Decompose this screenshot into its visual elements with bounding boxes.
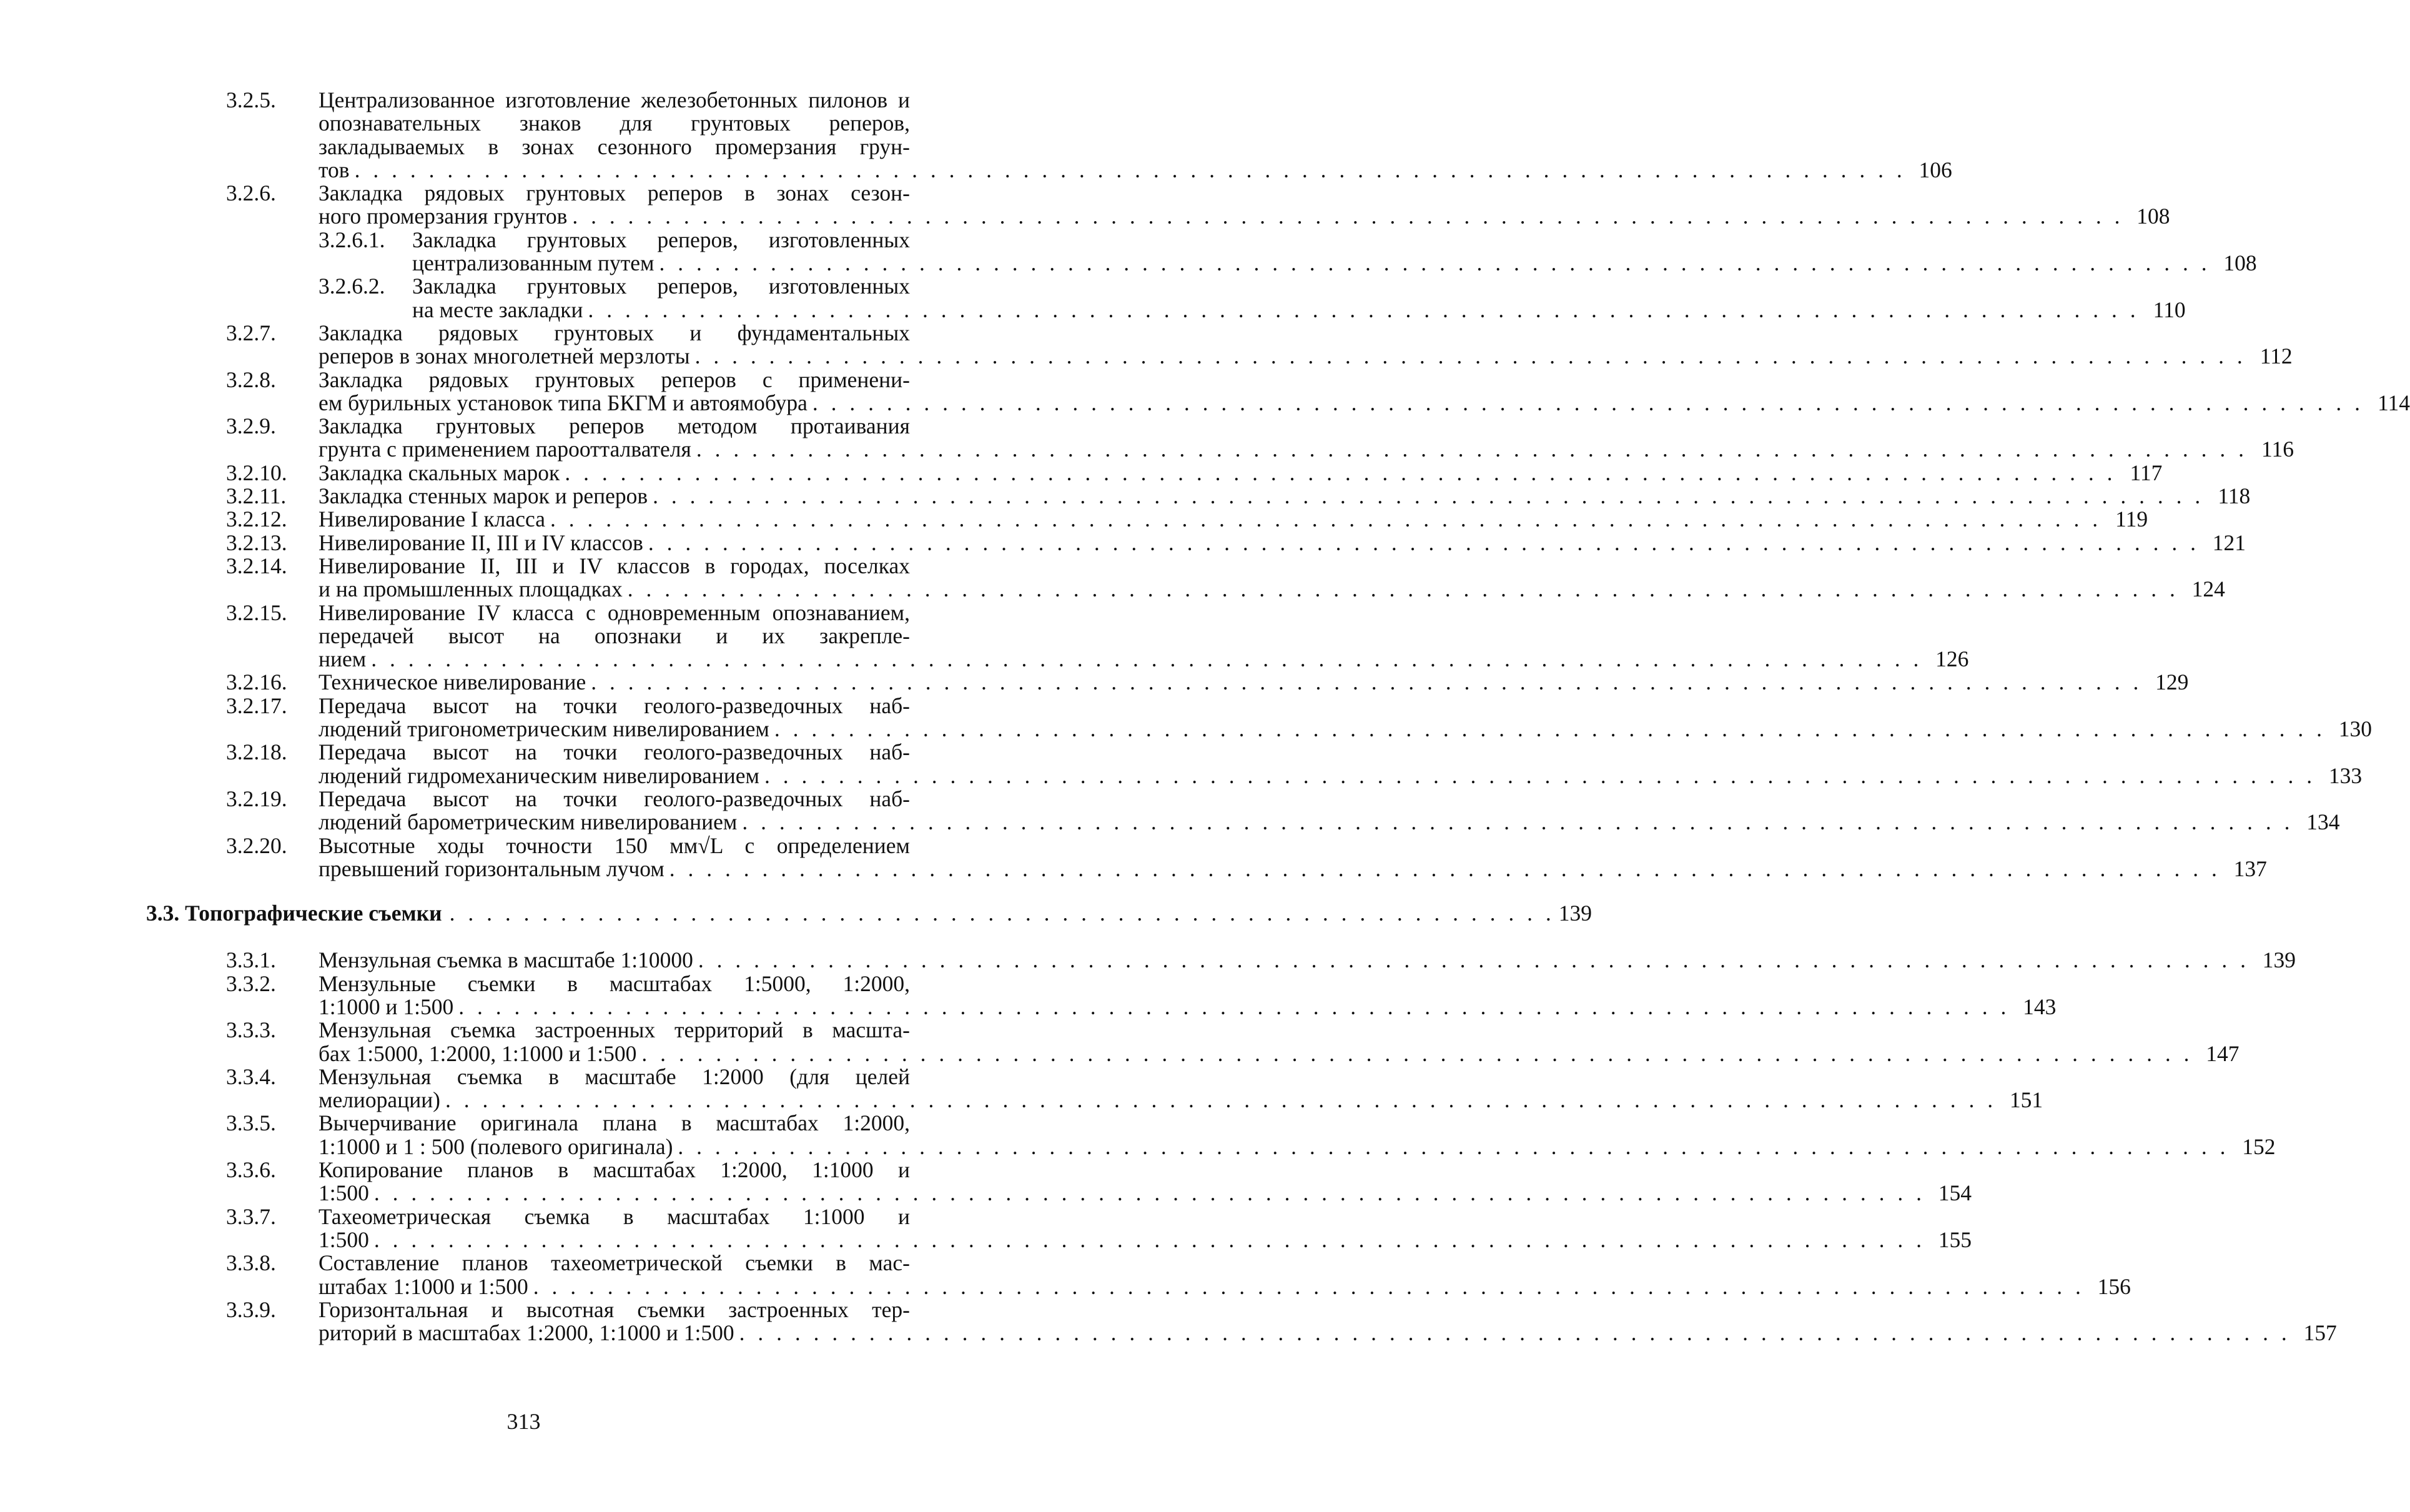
toc-entry (226, 180, 2170, 229)
entry-last-line (319, 1180, 1972, 1206)
entry-title-lead: Тахеометрическая съемка в масштабах 1:1000 и (319, 1203, 910, 1229)
section-title: 3.3. Топографические съемки (146, 901, 442, 926)
entry-title-end: централизованным путем (412, 250, 654, 276)
entry-title-lead: Вычерчивание оригинала плана в масштабах 1:2000, (319, 1110, 910, 1136)
entry-page: 126 (1935, 646, 1969, 672)
toc-entry (226, 693, 2372, 742)
toc-entry (226, 227, 2257, 276)
entry-title-end: людений тригонометрическим нивелированием (319, 716, 769, 742)
entry-number: 3.2.16. (226, 670, 287, 695)
toc-entry (226, 367, 2410, 415)
toc-entry (226, 971, 2057, 1019)
entry-page: 130 (2338, 716, 2372, 742)
entry-title-lead: Передача высот на точки геолого-разведочных наб- (319, 739, 910, 765)
leader-dots: . . . . . . . . . . . . . . . . . . . . . . . . . . . . . . . . . . . . . . . . . . . . . . . . . . . . . . . . . . . . . . . . . . . . . . . . . . . . . . . . . . . . (641, 1040, 2193, 1066)
toc-entry (226, 320, 2293, 369)
entry-body (412, 274, 2186, 322)
entry-last-line (319, 763, 2363, 788)
entry-title-end: реперов в зонах многолетней мерзлоты (319, 343, 690, 369)
leader-dots: . . . . . . . . . . . . . . . . . . . . . . . . . . . . . . . . . . . . . . . . . . . . . . . . . . . . . . . . . . . . . . . . . . . . . . . . . . . . . . . . . . . . (698, 947, 2249, 973)
entry-page: 157 (2303, 1320, 2337, 1346)
leader-dots: . . . . . . . . . . . . . . . . . . . . . . . . . . . . . . . . . . . . . . . . . . . . . . . . . . . . . . . . . . . . . . . . . . . . . . . . . . . . . . . . . . . . (445, 1087, 1997, 1113)
entry-last-line (319, 576, 2225, 602)
toc-entry (226, 739, 2363, 788)
entry-last-line (319, 157, 1952, 182)
entry-body (319, 693, 2372, 742)
entry-last-line (319, 994, 2057, 1019)
entry-page: 117 (2130, 460, 2163, 485)
entry-page: 139 (2262, 947, 2296, 973)
entry-page: 119 (2115, 506, 2148, 532)
leader-dots: . . . . . . . . . . . . . . . . . . . . . . . . . . . . . . . . . . . . . . . . . . . . . . . . . . . . . . . . . . . . . . . . . . . . . . . . . . . . . . . . . . . . (458, 994, 2010, 1019)
entry-title-end: Нивелирование I класса (319, 506, 545, 532)
toc-entry (226, 1064, 2043, 1113)
entry-body (319, 483, 2251, 509)
entry-number: 3.3.7. (226, 1203, 276, 1229)
entry-last-line (319, 1040, 2240, 1066)
entry-title-end: Техническое нивелирование (319, 670, 586, 695)
entry-body (319, 1297, 2337, 1346)
entry-last-line (319, 483, 2251, 509)
entry-page: 133 (2328, 763, 2363, 788)
entry-last-line (319, 390, 2410, 415)
entry-body (412, 227, 2257, 276)
entry-body (319, 530, 2246, 555)
entry-last-line (319, 947, 2296, 973)
leader-dots: . . . . . . . . . . . . . . . . . . . . . . . . . . . . . . . . . . . . . . . . . . . . . . . . . . . . . . . . . . . . . . . . . . . . . . . . . . . . . . . . . . . . (550, 506, 2102, 532)
leader-dots: . . . . . . . . . . . . . . . . . . . . . . . . . . . . . . . . . . . . . . . . . . . . . . . . . . . . . . . . . . . . . . . . . . . . . . . . . . . . . . . . . . . . (812, 390, 2364, 415)
toc-group-3-2-a (226, 87, 2170, 229)
entry-last-line (319, 437, 2294, 462)
entry-title-lead: Мензульные съемки в масштабах 1:5000, 1:2000, (319, 971, 910, 996)
entry-number: 3.2.20. (226, 833, 287, 858)
entry-body (319, 833, 2267, 881)
toc-entry (226, 87, 1952, 182)
entry-title-end: 1:500 (319, 1180, 369, 1206)
leader-dots: . . . . . . . . . . . . . . . . . . . . . . . . . . . . . . . . . . . . . . . . . . . . . . . . . . . . . . . . . . . . . . . . . . . . . . . . . . . . . . . . . . . . (696, 437, 2248, 462)
entry-page: 154 (1938, 1180, 1972, 1206)
entry-body (319, 506, 2148, 532)
page-number: 313 (506, 1409, 541, 1434)
entry-page: 155 (1938, 1227, 1972, 1252)
toc-entry (226, 670, 2189, 695)
entry-title-lead: Закладка рядовых грунтовых реперов в зонах сезон- (319, 180, 910, 206)
toc-entry (226, 413, 2294, 462)
entry-title-lead: Горизонтальная и высотная съемки застроенных тер- (319, 1297, 910, 1322)
entry-number: 3.3.3. (226, 1017, 276, 1043)
entry-page: 129 (2155, 670, 2189, 695)
entry-body (319, 180, 2170, 229)
entry-number: 3.3.2. (226, 971, 276, 996)
toc-entry (226, 460, 2163, 485)
entry-last-line (319, 856, 2267, 881)
toc-entry (226, 833, 2267, 881)
entry-body (319, 786, 2340, 835)
entry-last-line (319, 506, 2148, 532)
entry-page: 106 (1919, 157, 1952, 182)
entry-body (319, 971, 2057, 1019)
entry-title-lead: Передача высот на точки геолого-разведочных наб- (319, 786, 910, 811)
entry-title-lead: Закладка рядовых грунтовых и фундаментальных (319, 320, 910, 345)
leader-dots: . . . . . . . . . . . . . . . . . . . . . . . . . . . . . . . . . . . . . . . . . . . . . . . . . . . . . . . . . . . . . . . . . . . . . . . . . . . . . . . . . . . . (653, 483, 2205, 509)
entry-title-lead: Закладка грунтовых реперов, изготовленных (412, 227, 910, 252)
entry-title-end: на месте закладки (412, 297, 583, 322)
toc-entry (226, 1017, 2240, 1066)
toc-entry (226, 1203, 1972, 1252)
table-of-contents (146, 87, 2410, 1346)
toc-entry (226, 506, 2148, 532)
entry-page: 118 (2218, 483, 2251, 509)
entry-number: 3.2.10. (226, 460, 287, 485)
entry-number: 3.2.6.1. (319, 227, 385, 252)
leader-dots: . . . . . . . . . . . . . . . . . . . . . . . . . . . . . . . . . . . . . . . . . . . . . . . . . . . . . . . . . . . . . . . . . . . . . . . . . . . . . . . . . . . . (572, 204, 2124, 229)
entry-page: 124 (2191, 576, 2225, 602)
toc-entry (226, 600, 1969, 672)
entry-body (319, 670, 2189, 695)
entry-title-end: мелиорации) (319, 1087, 441, 1113)
entry-page: 116 (2261, 437, 2294, 462)
toc-entry (226, 1297, 2337, 1346)
leader-dots: . . . . . . . . . . . . . . . . . . . . . . . . . . . . . . . . . . . . . . . . . . . . . . . . . . . . . . . . . . . . . . . . . . . . . . . . . . . . . . . . . . . . (742, 809, 2294, 835)
entry-number: 3.2.8. (226, 367, 276, 392)
entry-body (319, 1110, 2276, 1159)
entry-title-end: и на промышленных площадках (319, 576, 623, 602)
leader-dots: . . . . . . . . . . . . . . . . . . . . . . . . . . . . . . . . . . . . . . . . . . . . . . . . . . . . . . . . . . . . . . . . . . . . . . . . . . . . . . . . . . . . (648, 530, 2200, 555)
entry-title-lead: Нивелирование II, III и IV классов в городах, поселках (319, 553, 910, 578)
entry-number: 3.2.15. (226, 600, 287, 625)
entry-title-lead: Высотные ходы точности 150 мм√L с определением (319, 833, 910, 858)
entry-page: 137 (2233, 856, 2267, 881)
toc-entry (226, 274, 2186, 322)
entry-last-line (319, 530, 2246, 555)
entry-last-line (319, 1320, 2337, 1346)
entry-number: 3.2.6.2. (319, 274, 385, 299)
entry-title-end: людений гидромеханическим нивелированием (319, 763, 759, 788)
toc-entry (226, 1157, 1972, 1206)
entry-last-line (319, 1273, 2131, 1299)
entry-number: 3.2.19. (226, 786, 287, 811)
entry-page: 114 (2378, 390, 2410, 415)
entry-last-line (319, 1087, 2043, 1113)
entry-last-line (412, 297, 2186, 322)
entry-title-lead: Закладка рядовых грунтовых реперов с применени- (319, 367, 910, 392)
entry-title-end: ного промерзания грунтов (319, 204, 568, 229)
entry-body (319, 947, 2296, 973)
entry-page: 108 (2223, 250, 2257, 276)
entry-title-end: превышений горизонтальным лучом (319, 856, 664, 881)
entry-number: 3.2.6. (226, 180, 276, 206)
entry-title-end: бах 1:5000, 1:2000, 1:1000 и 1:500 (319, 1040, 637, 1066)
entry-page: 121 (2212, 530, 2246, 555)
entry-page: 143 (2023, 994, 2057, 1019)
entry-page: 151 (2009, 1087, 2043, 1113)
entry-title-end: 1:1000 и 1:500 (319, 994, 454, 1019)
entry-body (319, 1064, 2043, 1113)
entry-title-end: людений барометрическим нивелированием (319, 809, 738, 835)
entry-title-lead: Копирование планов в масштабах 1:2000, 1:1000 и (319, 1157, 910, 1183)
entry-title-lead: Мензульная съемка застроенных территорий в масшта- (319, 1017, 910, 1043)
toc-group-3-3 (226, 947, 2337, 1346)
leader-dots: . . . . . . . . . . . . . . . . . . . . . . . . . . . . . . . . . . . . . . . . . . . . . . . . . . . . . . . . . . . . . . . . . . . . . . . . . . . . . . . . . . . . (371, 646, 1923, 672)
entry-number: 3.3.6. (226, 1157, 276, 1183)
entry-number: 3.2.18. (226, 739, 287, 765)
section-heading-3-3 (146, 901, 1592, 926)
toc-entry (226, 530, 2246, 555)
entry-last-line (319, 716, 2372, 742)
toc-subentries-3-2-6 (226, 227, 2257, 322)
toc-entry (226, 947, 2296, 973)
entry-title-lead: Закладка грунтовых реперов методом протаивания (319, 413, 910, 439)
toc-entry (226, 1110, 2276, 1159)
entry-body (319, 739, 2363, 788)
leader-dots: . . . . . . . . . . . . . . . . . . . . . . . . . . . . . . . . . . . . . . . . . . . . . . . . . . . . . . . . . . . . . . . . . . . . . . . . . . . . . . . . . . . . (588, 297, 2140, 322)
leader-dots: . . . . . . . . . . . . . . . . . . . . . . . . . . . . . . . . . . . . . . . . . . . . . . . . . . . . . . . . . . . . . . . . . . . . . . . . . . . . . . . . . . . . (373, 1227, 1925, 1252)
entry-title-end: Закладка скальных марок (319, 460, 560, 485)
entry-last-line (319, 670, 2189, 695)
leader-dots: . . . . . . . . . . . . . . . . . . . . . . . . . . . . . . . . . . . . . . . . . . . . . . . . . . . . . . . . . . . . . . . . . . . . . . . . . . . . . . . . . . . . (354, 157, 1906, 182)
entry-number: 3.2.12. (226, 506, 287, 532)
entry-body (319, 320, 2293, 369)
entry-title-lead: Составление планов тахеометрической съемки в мас- (319, 1250, 910, 1276)
leader-dots: . . . . . . . . . . . . . . . . . . . . . . . . . . . . . . . . . . . . . . . . . . . . . . . . . . . . . . . . . . . . . . . . . . . . . . . . . . . . . . . . . . . . (373, 1180, 1925, 1206)
entry-title-end: Мензульная съемка в масштабе 1:10000 (319, 947, 693, 973)
entry-number: 3.2.9. (226, 413, 276, 439)
leader-dots: . . . . . . . . . . . . . . . . . . . . . . . . . . . . . . . . . . . . . . . . . . . . . . . . . . . . . . . . . . . . . . . . . . . . . . . . . . . . . . . . . . . . (669, 856, 2221, 881)
entry-number: 3.3.4. (226, 1064, 276, 1089)
entry-number: 3.3.8. (226, 1250, 276, 1276)
toc-group-3-2-b (226, 320, 2410, 881)
entry-last-line (319, 809, 2340, 835)
entry-title-end: ем бурильных установок типа БКГМ и автоямобура (319, 390, 807, 415)
entry-body (319, 1017, 2240, 1066)
entry-number: 3.2.11. (226, 483, 287, 509)
entry-last-line (319, 646, 1969, 672)
entry-number: 3.3.9. (226, 1297, 276, 1322)
leader-dots: . . . . . . . . . . . . . . . . . . . . . . . . . . . . . . . . . . . . . . . . . . . . . . . . . . . . . . . . . . . . . . . . . . . . . . . . . . . . . . . . . . . . (739, 1320, 2291, 1346)
section-page: 139 (1558, 901, 1592, 926)
entry-body (319, 87, 1952, 182)
entry-body (319, 553, 2225, 602)
leader-dots: . . . . . . . . . . . . . . . . . . . . . . . . . . . . . . . . . . . . . . . . . . . . . . . . . . . . . . . . . . . . (449, 901, 1555, 926)
entry-number: 3.2.7. (226, 320, 276, 345)
entry-title-end: штабах 1:1000 и 1:500 (319, 1273, 528, 1299)
entry-title-lead: Передача высот на точки геолого-разведочных наб- (319, 693, 910, 718)
entry-number: 3.3.1. (226, 947, 276, 973)
entry-page: 134 (2306, 809, 2340, 835)
entry-number: 3.3.5. (226, 1110, 276, 1136)
entry-number: 3.2.5. (226, 87, 276, 112)
entry-title-end: нием (319, 646, 367, 672)
entry-title-end: грунта с применением пароотталвателя (319, 437, 691, 462)
entry-page: 110 (2153, 297, 2186, 322)
entry-title-end: Закладка стенных марок и реперов (319, 483, 648, 509)
entry-body (319, 460, 2163, 485)
entry-body (319, 413, 2294, 462)
entry-title-lead: Закладка грунтовых реперов, изготовленных (412, 274, 910, 299)
entry-body (319, 1250, 2131, 1299)
entry-page: 147 (2206, 1040, 2240, 1066)
leader-dots: . . . . . . . . . . . . . . . . . . . . . . . . . . . . . . . . . . . . . . . . . . . . . . . . . . . . . . . . . . . . . . . . . . . . . . . . . . . . . . . . . . . . (694, 343, 2246, 369)
entry-last-line (319, 1227, 1972, 1252)
entry-page: 112 (2259, 343, 2293, 369)
entry-title-end: Нивелирование II, III и IV классов (319, 530, 643, 555)
leader-dots: . . . . . . . . . . . . . . . . . . . . . . . . . . . . . . . . . . . . . . . . . . . . . . . . . . . . . . . . . . . . . . . . . . . . . . . . . . . . . . . . . . . . (591, 670, 2143, 695)
leader-dots: . . . . . . . . . . . . . . . . . . . . . . . . . . . . . . . . . . . . . . . . . . . . . . . . . . . . . . . . . . . . . . . . . . . . . . . . . . . . . . . . . . . . (627, 576, 2179, 602)
toc-entry (226, 483, 2251, 509)
entry-number: 3.2.17. (226, 693, 287, 718)
entry-title-end: тов (319, 157, 350, 182)
entry-body (319, 367, 2410, 415)
entry-body (319, 1203, 1972, 1252)
entry-number: 3.2.13. (226, 530, 287, 555)
entry-title-lead: Мензульная съемка в масштабе 1:2000 (для целей (319, 1064, 910, 1089)
entry-last-line (319, 460, 2163, 485)
leader-dots: . . . . . . . . . . . . . . . . . . . . . . . . . . . . . . . . . . . . . . . . . . . . . . . . . . . . . . . . . . . . . . . . . . . . . . . . . . . . . . . . . . . . (533, 1273, 2085, 1299)
leader-dots: . . . . . . . . . . . . . . . . . . . . . . . . . . . . . . . . . . . . . . . . . . . . . . . . . . . . . . . . . . . . . . . . . . . . . . . . . . . . . . . . . . . . (565, 460, 2116, 485)
toc-entry (226, 553, 2225, 602)
entry-title-lead: Нивелирование IV класса с одновременным опознаванием, передачей высот на опознаки и их закрепле- (319, 600, 910, 648)
entry-title-end: 1:500 (319, 1227, 369, 1252)
entry-last-line (319, 343, 2293, 369)
entry-page: 152 (2242, 1134, 2276, 1159)
entry-page: 156 (2097, 1273, 2131, 1299)
entry-last-line (319, 204, 2170, 229)
entry-page: 108 (2136, 204, 2170, 229)
entry-last-line (319, 1134, 2276, 1159)
entry-title-end: риторий в масштабах 1:2000, 1:1000 и 1:500 (319, 1320, 734, 1346)
leader-dots: . . . . . . . . . . . . . . . . . . . . . . . . . . . . . . . . . . . . . . . . . . . . . . . . . . . . . . . . . . . . . . . . . . . . . . . . . . . . . . . . . . . . (764, 763, 2316, 788)
leader-dots: . . . . . . . . . . . . . . . . . . . . . . . . . . . . . . . . . . . . . . . . . . . . . . . . . . . . . . . . . . . . . . . . . . . . . . . . . . . . . . . . . . . . (774, 716, 2326, 742)
entry-body (319, 600, 1969, 672)
toc-entry (226, 1250, 2131, 1299)
entry-last-line (412, 250, 2257, 276)
leader-dots: . . . . . . . . . . . . . . . . . . . . . . . . . . . . . . . . . . . . . . . . . . . . . . . . . . . . . . . . . . . . . . . . . . . . . . . . . . . . . . . . . . . . (678, 1134, 2230, 1159)
entry-number: 3.2.14. (226, 553, 287, 578)
entry-title-end: 1:1000 и 1 : 500 (полевого оригинала) (319, 1134, 673, 1159)
toc-entry (226, 786, 2340, 835)
leader-dots: . . . . . . . . . . . . . . . . . . . . . . . . . . . . . . . . . . . . . . . . . . . . . . . . . . . . . . . . . . . . . . . . . . . . . . . . . . . . . . . . . . . . (659, 250, 2211, 276)
entry-body (319, 1157, 1972, 1206)
entry-title-lead: Централизованное изготовление железобетонных пилонов и опознавательных знаков для грунтовых реперов, закладываемых в зонах сезонного промерзания грун- (319, 87, 910, 159)
